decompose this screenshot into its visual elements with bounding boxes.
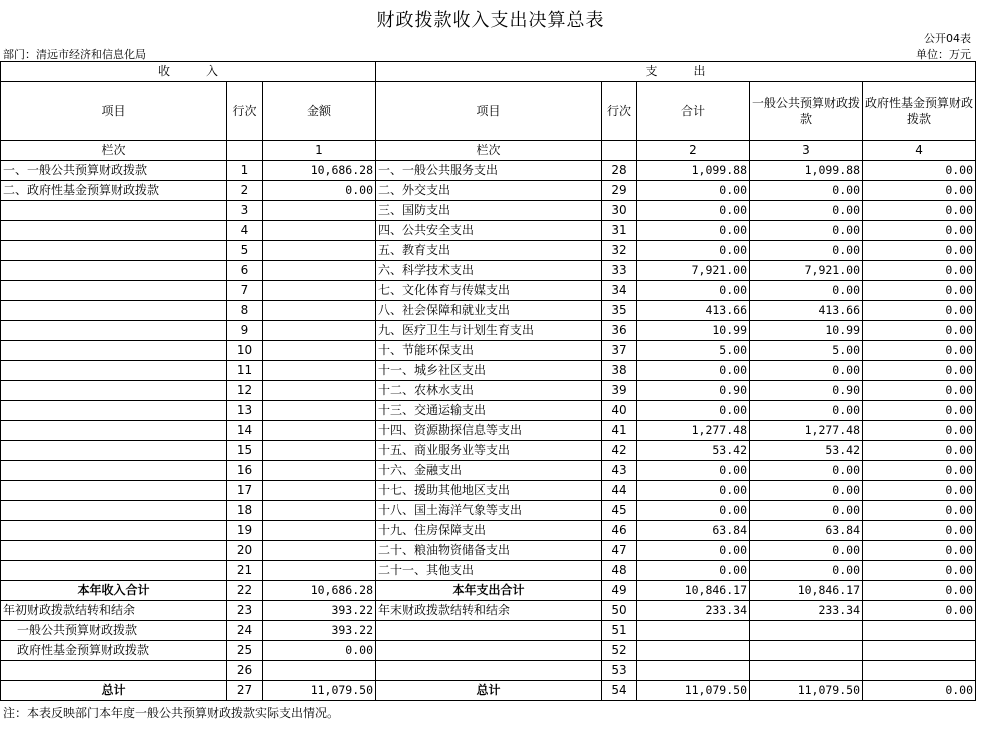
footnote: 注：本表反映部门本年度一般公共预算财政拨款实际支出情况。: [3, 706, 340, 720]
cell-rg: 0.00: [750, 501, 863, 521]
cell-rf: 0.00: [863, 461, 976, 481]
cell-rt: 0.00: [637, 201, 750, 221]
cell-la: [263, 321, 376, 341]
cell-la: [263, 461, 376, 481]
carry-begin-label: 年初财政拨款结转和结余: [1, 601, 227, 621]
cell-ri: 八、社会保障和就业支出: [376, 301, 602, 321]
expense-line-header: 行次: [602, 82, 637, 141]
cell-rt: 413.66: [637, 301, 750, 321]
cell-li: [1, 361, 227, 381]
cell-ln: 11: [227, 361, 263, 381]
cell-li: [1, 241, 227, 261]
cell-rg: 7,921.00: [750, 261, 863, 281]
cell-rn: 48: [602, 561, 637, 581]
cell-rn: 36: [602, 321, 637, 341]
cell-rn: 35: [602, 301, 637, 321]
table-row: [1, 241, 976, 261]
carry-end-label: 年末财政拨款结转和结余: [376, 601, 602, 621]
expense-item-header: 项目: [376, 82, 602, 141]
cell-rf: 0.00: [863, 261, 976, 281]
cell-rt: 7,921.00: [637, 261, 750, 281]
expense-section-header: 支 出: [376, 62, 976, 82]
page-title: 财政拨款收入支出决算总表: [376, 10, 605, 31]
cell-rg: 0.00: [750, 201, 863, 221]
table-row: [1, 541, 976, 561]
cell-ln: 8: [227, 301, 263, 321]
cell-rg: 0.00: [750, 361, 863, 381]
blank-row: 26 53: [1, 661, 976, 681]
cell-rn: 45: [602, 501, 637, 521]
cell-rf: 0.00: [863, 481, 976, 501]
cell-rf: 0.00: [863, 421, 976, 441]
cell-ri: 一、一般公共服务支出: [376, 161, 602, 181]
cell-li: [1, 501, 227, 521]
table-row: [1, 221, 976, 241]
cell-ln: 5: [227, 241, 263, 261]
cell-rg: 53.42: [750, 441, 863, 461]
cell-li: [1, 481, 227, 501]
cell-rn: 39: [602, 381, 637, 401]
cell-rg: 0.00: [750, 401, 863, 421]
cell-li: [1, 381, 227, 401]
income-total-label: 本年收入合计: [1, 581, 227, 601]
cell-rt: 0.00: [637, 461, 750, 481]
cell-rf: 0.00: [863, 561, 976, 581]
general-budget-header: 一般公共预算财政拨款: [750, 82, 863, 141]
cell-rt: 0.00: [637, 401, 750, 421]
cell-rt: 10.99: [637, 321, 750, 341]
cell-li: [1, 461, 227, 481]
cell-rg: 0.00: [750, 541, 863, 561]
cell-rg: 1,099.88: [750, 161, 863, 181]
cell-ln: 3: [227, 201, 263, 221]
cell-rt: 1,099.88: [637, 161, 750, 181]
cell-la: [263, 241, 376, 261]
table-row: [1, 161, 976, 181]
cell-ln: 9: [227, 321, 263, 341]
table-row: [1, 261, 976, 281]
cell-rt: 53.42: [637, 441, 750, 461]
grand-total-row: 总计 27 11,079.50 总计 54 11,079.50 11,079.50 0.00: [1, 681, 976, 701]
cell-ln: 20: [227, 541, 263, 561]
table-row: [1, 441, 976, 461]
form-number: 公开04表: [924, 32, 971, 45]
cell-rg: 0.00: [750, 221, 863, 241]
cell-la: [263, 281, 376, 301]
cell-rf: 0.00: [863, 521, 976, 541]
cell-rg: 0.00: [750, 241, 863, 261]
column-index-3: 3: [750, 141, 863, 161]
cell-rf: 0.00: [863, 541, 976, 561]
income-line-header: 行次: [227, 82, 263, 141]
column-label-left: 栏次: [1, 141, 227, 161]
cell-li: [1, 421, 227, 441]
cell-li: [1, 561, 227, 581]
cell-ln: 4: [227, 221, 263, 241]
cell-li: [1, 201, 227, 221]
cell-rf: 0.00: [863, 441, 976, 461]
cell-ln: 16: [227, 461, 263, 481]
cell-ln: 19: [227, 521, 263, 541]
cell-li: 二、政府性基金预算财政拨款: [1, 181, 227, 201]
cell-la: [263, 501, 376, 521]
column-index-4: 4: [863, 141, 976, 161]
grand-total-right-label: 总计: [376, 681, 602, 701]
cell-rn: 32: [602, 241, 637, 261]
cell-rf: 0.00: [863, 201, 976, 221]
cell-li: 一、一般公共预算财政拨款: [1, 161, 227, 181]
cell-rt: 0.00: [637, 281, 750, 301]
cell-rt: 0.00: [637, 241, 750, 261]
cell-rg: 10.99: [750, 321, 863, 341]
cell-ln: 13: [227, 401, 263, 421]
table-row: [1, 341, 976, 361]
cell-rn: 28: [602, 161, 637, 181]
carry-general-row: 一般公共预算财政拨款 24 393.22 51: [1, 621, 976, 641]
cell-rn: 40: [602, 401, 637, 421]
cell-ln: 10: [227, 341, 263, 361]
cell-la: [263, 441, 376, 461]
cell-ri: 十九、住房保障支出: [376, 521, 602, 541]
table-row: [1, 281, 976, 301]
grand-total-left-label: 总计: [1, 681, 227, 701]
cell-la: [263, 381, 376, 401]
cell-la: [263, 541, 376, 561]
cell-li: [1, 321, 227, 341]
table-row: [1, 301, 976, 321]
cell-rf: 0.00: [863, 321, 976, 341]
cell-rf: 0.00: [863, 381, 976, 401]
cell-rn: 34: [602, 281, 637, 301]
cell-rf: 0.00: [863, 241, 976, 261]
cell-ri: 十、节能环保支出: [376, 341, 602, 361]
cell-rt: 0.00: [637, 561, 750, 581]
cell-ri: 十八、国土海洋气象等支出: [376, 501, 602, 521]
table-row: [1, 481, 976, 501]
cell-rn: 33: [602, 261, 637, 281]
cell-rt: 0.00: [637, 221, 750, 241]
cell-rt: 63.84: [637, 521, 750, 541]
cell-ri: 二十一、其他支出: [376, 561, 602, 581]
cell-ri: 二十、粮油物资储备支出: [376, 541, 602, 561]
expense-total-amount: 10,846.17: [637, 581, 750, 601]
cell-li: [1, 261, 227, 281]
cell-la: [263, 481, 376, 501]
cell-rg: 0.00: [750, 281, 863, 301]
cell-rt: 0.90: [637, 381, 750, 401]
cell-rf: 0.00: [863, 501, 976, 521]
cell-la: [263, 301, 376, 321]
income-expense-total-row: 本年收入合计 22 10,686.28 本年支出合计 49 10,846.17 10,846.17 0.00: [1, 581, 976, 601]
cell-rf: 0.00: [863, 301, 976, 321]
table-row: [1, 361, 976, 381]
cell-rf: 0.00: [863, 401, 976, 421]
cell-ri: 九、医疗卫生与计划生育支出: [376, 321, 602, 341]
cell-ln: 15: [227, 441, 263, 461]
cell-rg: 1,277.48: [750, 421, 863, 441]
cell-rg: 5.00: [750, 341, 863, 361]
table-row: [1, 521, 976, 541]
cell-ri: 二、外交支出: [376, 181, 602, 201]
cell-ri: 十七、援助其他地区支出: [376, 481, 602, 501]
unit-label: 单位：万元: [916, 48, 971, 61]
cell-rf: 0.00: [863, 181, 976, 201]
cell-rn: 37: [602, 341, 637, 361]
cell-rg: 0.00: [750, 181, 863, 201]
cell-ri: 十五、商业服务业等支出: [376, 441, 602, 461]
cell-rf: 0.00: [863, 281, 976, 301]
cell-ln: 14: [227, 421, 263, 441]
cell-rf: 0.00: [863, 221, 976, 241]
cell-li: [1, 341, 227, 361]
department-label: 部门：清远市经济和信息化局: [3, 48, 146, 61]
cell-rg: 0.00: [750, 461, 863, 481]
cell-la: [263, 221, 376, 241]
cell-ri: 十一、城乡社区支出: [376, 361, 602, 381]
carry-fund-row: 政府性基金预算财政拨款 25 0.00 52: [1, 641, 976, 661]
table-row: [1, 421, 976, 441]
table-row: [1, 381, 976, 401]
cell-rf: 0.00: [863, 361, 976, 381]
cell-rn: 47: [602, 541, 637, 561]
cell-li: [1, 541, 227, 561]
gov-fund-header: 政府性基金预算财政拨款: [863, 82, 976, 141]
income-section-header: 收 入: [1, 62, 376, 82]
cell-la: [263, 521, 376, 541]
cell-ri: 十六、金融支出: [376, 461, 602, 481]
table-row: [1, 461, 976, 481]
table-row: [1, 321, 976, 341]
cell-rn: 38: [602, 361, 637, 381]
cell-rg: 63.84: [750, 521, 863, 541]
cell-li: [1, 221, 227, 241]
cell-la: [263, 561, 376, 581]
cell-ln: 2: [227, 181, 263, 201]
income-total-amount: 10,686.28: [263, 581, 376, 601]
cell-ri: 十三、交通运输支出: [376, 401, 602, 421]
cell-rg: 0.90: [750, 381, 863, 401]
cell-ri: 六、科学技术支出: [376, 261, 602, 281]
cell-rn: 29: [602, 181, 637, 201]
cell-ln: 1: [227, 161, 263, 181]
column-index-2: 2: [637, 141, 750, 161]
cell-li: [1, 301, 227, 321]
cell-rt: 0.00: [637, 361, 750, 381]
cell-la: [263, 201, 376, 221]
cell-ln: 21: [227, 561, 263, 581]
cell-rn: 41: [602, 421, 637, 441]
cell-rg: 0.00: [750, 481, 863, 501]
cell-ln: 7: [227, 281, 263, 301]
cell-li: [1, 441, 227, 461]
cell-rt: 0.00: [637, 181, 750, 201]
table-row: [1, 181, 976, 201]
cell-rf: 0.00: [863, 341, 976, 361]
table-row: [1, 401, 976, 421]
cell-la: [263, 421, 376, 441]
cell-ri: 十四、资源勘探信息等支出: [376, 421, 602, 441]
cell-li: [1, 281, 227, 301]
cell-rn: 46: [602, 521, 637, 541]
income-item-header: 项目: [1, 82, 227, 141]
cell-ri: 十二、农林水支出: [376, 381, 602, 401]
cell-la: [263, 401, 376, 421]
cell-ri: 五、教育支出: [376, 241, 602, 261]
column-index-1: 1: [263, 141, 376, 161]
expense-total-header: 合计: [637, 82, 750, 141]
cell-ln: 6: [227, 261, 263, 281]
cell-la: 10,686.28: [263, 161, 376, 181]
cell-ri: 三、国防支出: [376, 201, 602, 221]
cell-ln: 18: [227, 501, 263, 521]
cell-rn: 43: [602, 461, 637, 481]
cell-rt: 0.00: [637, 541, 750, 561]
cell-rn: 44: [602, 481, 637, 501]
cell-li: [1, 401, 227, 421]
budget-table: [0, 61, 976, 701]
cell-ln: 17: [227, 481, 263, 501]
cell-rt: 0.00: [637, 481, 750, 501]
cell-rg: 413.66: [750, 301, 863, 321]
expense-total-label: 本年支出合计: [376, 581, 602, 601]
cell-rt: 1,277.48: [637, 421, 750, 441]
cell-ri: 四、公共安全支出: [376, 221, 602, 241]
table-row: [1, 561, 976, 581]
cell-rn: 30: [602, 201, 637, 221]
cell-ln: 12: [227, 381, 263, 401]
cell-rn: 31: [602, 221, 637, 241]
carryover-row: 年初财政拨款结转和结余 23 393.22 年末财政拨款结转和结余 50 233.34 233.34 0.00: [1, 601, 976, 621]
cell-rf: 0.00: [863, 161, 976, 181]
cell-la: 0.00: [263, 181, 376, 201]
cell-li: [1, 521, 227, 541]
table-row: [1, 201, 976, 221]
income-amount-header: 金额: [263, 82, 376, 141]
cell-la: [263, 361, 376, 381]
column-label-right: 栏次: [376, 141, 602, 161]
cell-rg: 0.00: [750, 561, 863, 581]
cell-rn: 42: [602, 441, 637, 461]
cell-la: [263, 341, 376, 361]
cell-ri: 七、文化体育与传媒支出: [376, 281, 602, 301]
cell-la: [263, 261, 376, 281]
table-row: [1, 501, 976, 521]
cell-rt: 0.00: [637, 501, 750, 521]
cell-rt: 5.00: [637, 341, 750, 361]
